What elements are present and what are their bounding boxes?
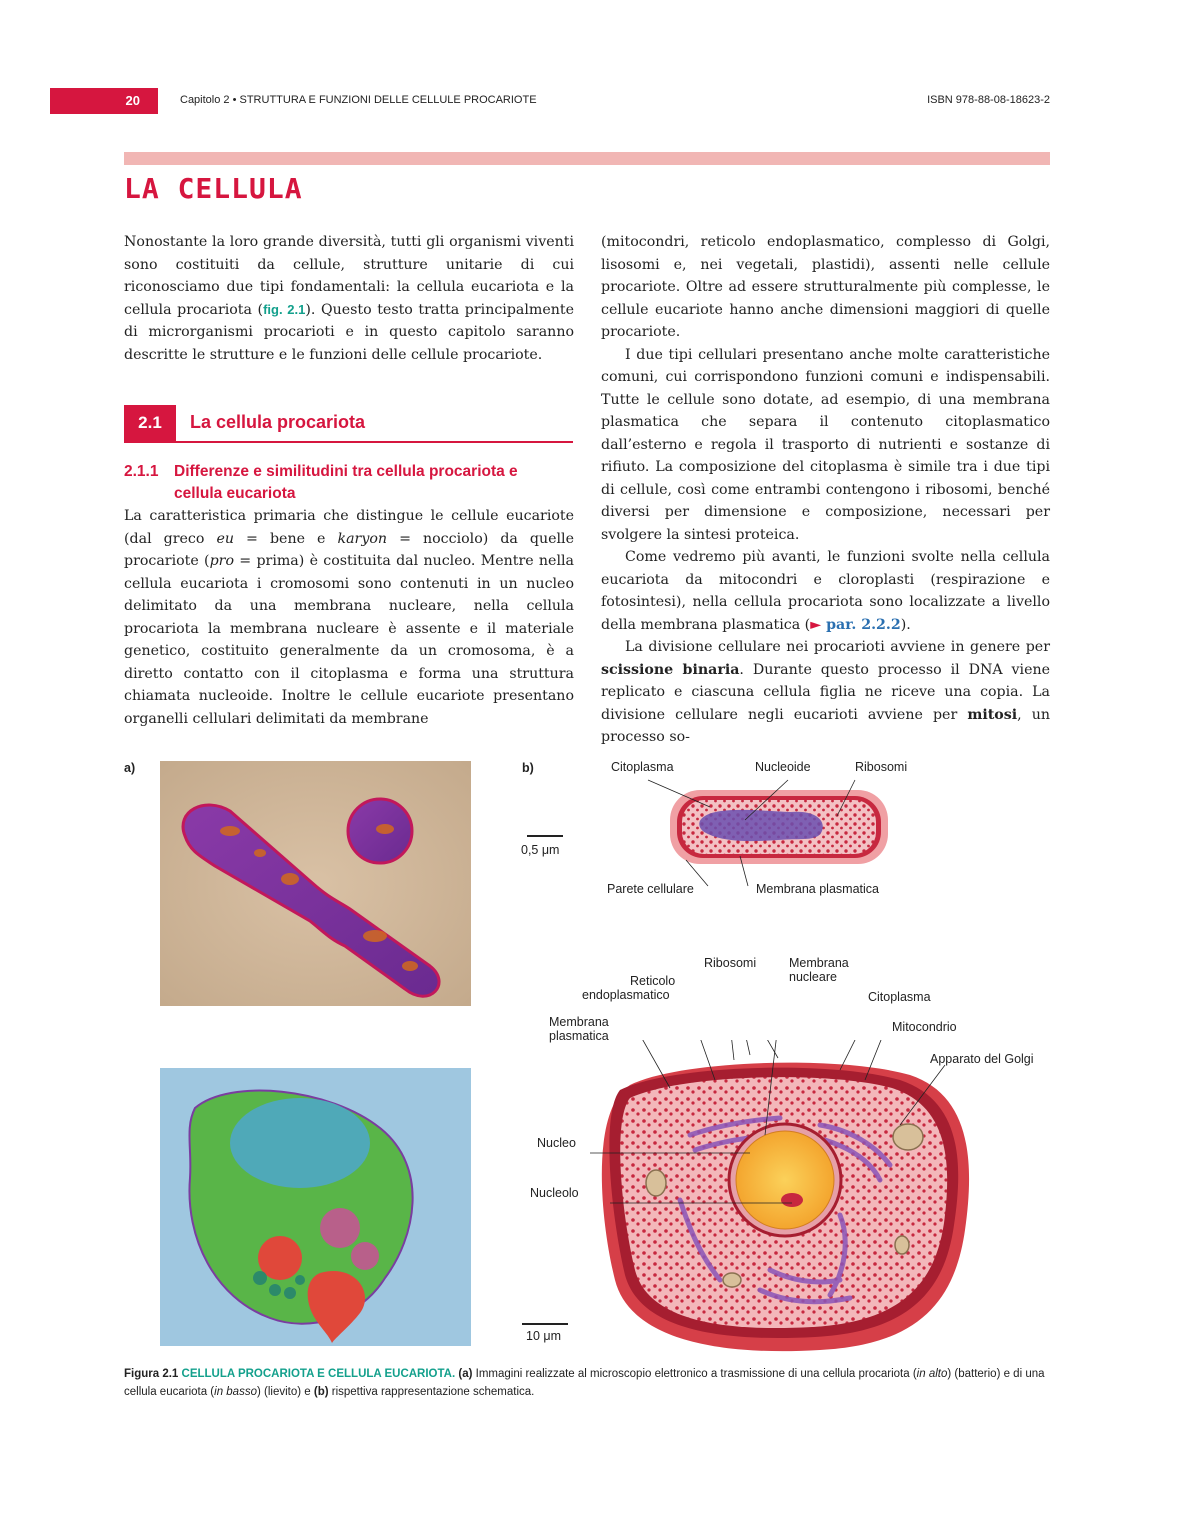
subsection-heading (124, 461, 574, 505)
title-band (124, 152, 1050, 165)
panel-a-label: a) (124, 761, 136, 775)
label-membrana-plasmatica-euk-1: Membrana (549, 1015, 609, 1029)
label-membrana-plasmatica-euk-2: plasmatica (549, 1029, 609, 1043)
running-header-isbn: ISBN 978-88-08-18623-2 (927, 94, 1050, 106)
page-number: 20 (50, 88, 158, 114)
scale-label-top: 0,5 μm (521, 843, 560, 857)
section-heading (124, 405, 573, 443)
subsection-number: 2.1.1 (124, 463, 159, 480)
figure-caption: Figura 2.1 CELLULA PROCARIOTA E CELLULA EUCARIOTA. (a) Immagini realizzate al microscopio elettronico a trasmissione di una cellula procariota (in alto) (batterio) e di una cellula eucariota (in basso) (lievito) e (b) rispettiva rappresentazione schematica. (124, 1368, 1045, 1398)
label-reticolo-1: Reticolo (630, 974, 676, 988)
label-membrana-plasmatica-prok: Membrana plasmatica (756, 882, 879, 896)
section-title: La cellula procariota (190, 412, 366, 432)
yeast-micrograph (160, 1068, 471, 1346)
section-number: 2.1 (124, 405, 176, 441)
label-apparato-golgi: Apparato del Golgi (930, 1052, 1034, 1066)
figure-reference-link[interactable]: fig. 2.1 (263, 301, 306, 317)
arrow-icon: ► (810, 616, 822, 633)
label-membrana-nucleare-2: nucleare (789, 970, 837, 984)
label-membrana-nucleare-1: Membrana (789, 956, 849, 970)
label-nucleoide: Nucleoide (755, 760, 811, 774)
paragraph: I due tipi cellulari presentano anche molte caratteristiche comuni, cui corrispondono funzioni comuni e indispensabili. Tutte le cellule sono dotate, ad esempio, di una membrana plasmatica che separa il contenuto citoplasmatico dall’esterno e regola il trasporto di nutrienti e sostanze di rifiuto. La composizione del citoplasma è simile tra i due tipi di cellule, così come entrambi contengono i ribosomi, benché diversi per dimensione e composizione, necessari per svolgere la sintesi proteica. (601, 346, 1050, 543)
scale-bar-top (527, 835, 563, 837)
running-header-chapter: Capitolo 2 • STRUTTURA E FUNZIONI DELLE CELLULE PROCARIOTE (180, 94, 537, 106)
paragraph: La divisione cellulare nei procarioti avviene in genere per scissione binaria. Durante questo processo il DNA viene replicato e ciascuna cellula figlia ne riceve una copia. La divisione cellulare negli eucarioti avviene per mitosi, un processo so- (601, 639, 1051, 745)
body-left-paragraph: La caratteristica primaria che distingue le cellule eucariote (dal greco eu = bene e karyon = nocciolo) da quelle procariote (pro = prima) è costituita dal nucleo. Mentre nella cellula eucariota i cromosomi sono contenuti in un nucleo delimitato da una membrana nucleare, nella cellula procariota la membrana nucleare è assente e il materiale genetico, costituito generalmente da un cromosoma, è a diretto contatto con il citoplasma e forma una struttura chiamata nucleoide. Inoltre le cellule eucariote presentano organelli cellulari delimitati da membrane (124, 508, 574, 727)
bacterium-micrograph (160, 761, 471, 1006)
panel-b-label: b) (522, 761, 534, 775)
intro-paragraph: Nonostante la loro grande diversità, tutti gli organismi viventi sono costituiti da cellule, strutture unitarie di cui riconosciamo due tipi fondamentali: la cellula eucariota e la cellula procariota (fig. 2.1). Questo testo tratta principalmente di microrganismi procarioti e in questo capitolo saranno descritte le strutture e le funzioni delle cellule procariote. (124, 234, 574, 363)
label-nucleo: Nucleo (537, 1136, 576, 1150)
body-right-column (601, 231, 1050, 749)
label-citoplasma-euk: Citoplasma (868, 990, 931, 1004)
page-title: LA CELLULA (124, 172, 303, 205)
scale-label-bottom: 10 μm (526, 1329, 561, 1343)
label-ribosomi-prok: Ribosomi (855, 760, 908, 774)
subsection-title-line2: cellula eucariota (174, 485, 296, 502)
label-reticolo-2: endoplasmatico (582, 988, 670, 1002)
label-nucleolo: Nucleolo (530, 1186, 579, 1200)
paragraph: Come vedremo più avanti, le funzioni svolte nella cellula eucariota da mitocondri e cloroplasti (respirazione e fotosintesi), nella cellula procariota sono localizzate a livello della membrana plasmatica (► par. 2.2.2). (601, 549, 1050, 633)
section-reference-link[interactable]: par. 2.2.2 (821, 616, 901, 633)
eukaryote-diagram (520, 1040, 1060, 1356)
label-mitocondrio: Mitocondrio (892, 1020, 957, 1034)
scale-bar-bottom (522, 1323, 568, 1325)
paragraph: (mitocondri, reticolo endoplasmatico, complesso di Golgi, lisosomi e, nei vegetali, plastidi), assenti nelle cellule procariote. Oltre ad essere strutturalmente più complesse, le cellule eucariote hanno anche dimensioni maggiori di quelle procariote. (601, 234, 1050, 340)
subsection-title-line1: Differenze e similitudini tra cellula procariota e (174, 463, 518, 480)
label-citoplasma-prok: Citoplasma (611, 760, 674, 774)
label-ribosomi-euk: Ribosomi (704, 956, 757, 970)
label-parete-cellulare: Parete cellulare (607, 882, 694, 896)
